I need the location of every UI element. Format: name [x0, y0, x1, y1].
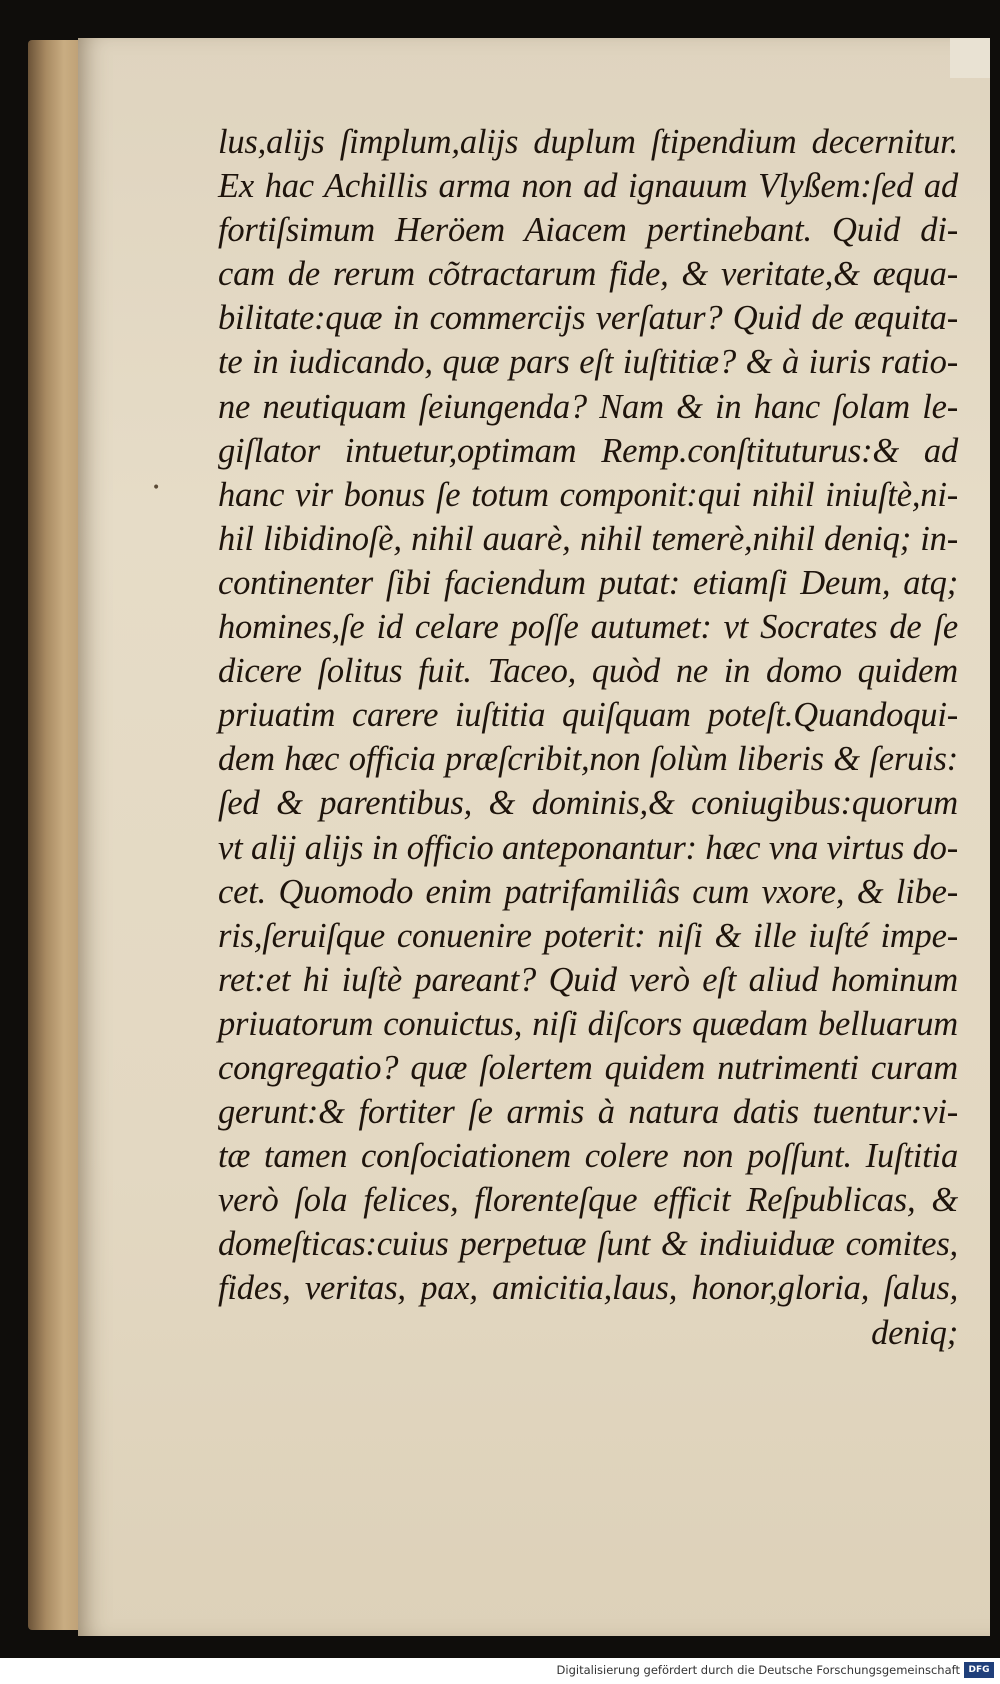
- text-line: bilitate:quæ in commercijs verſatur? Quid de æquita-: [218, 299, 958, 338]
- text-line: priuatorum conuictus, niſi diſcors quædam belluarum: [218, 1004, 958, 1043]
- text-line: cam de rerum cõtractarum fide, & veritate,& æqua-: [218, 255, 958, 294]
- text-line: congregatio? quæ ſolertem quidem nutrimenti curam: [218, 1048, 958, 1087]
- text-line: giſlator intuetur,optimam Remp.conſtituturus:& ad: [218, 431, 958, 470]
- text-line: priuatim carere iuſtitia quiſquam poteſt.Quandoqui-: [218, 696, 958, 735]
- text-line: dem hæc officia præſcribit,non ſolùm liberis & ſeruis:: [218, 740, 958, 779]
- text-line: vt alij alijs in officio anteponantur: hæc vna virtus do-: [218, 828, 958, 867]
- page-text: [218, 120, 958, 1355]
- text-line: tæ tamen conſociationem colere non poſſunt. Iuſtitia: [218, 1137, 958, 1176]
- page-corner: [950, 38, 990, 78]
- text-line: lus,alijs ſimplum,alijs duplum ſtipendium decernitur.: [218, 123, 958, 161]
- text-line: ſed & parentibus, & dominis,& coniugibus:quorum: [218, 784, 958, 823]
- footer-bar: [0, 1658, 1000, 1684]
- text-line: homines,ſe id celare poſſe autumet: vt Socrates de ſe: [218, 608, 958, 647]
- text-line: fortiſsimum Heröem Aiacem pertinebant. Quid di-: [218, 211, 958, 250]
- text-line: ne neutiquam ſeiungenda? Nam & in hanc ſolam le-: [218, 387, 958, 426]
- catchword: deniq;: [871, 1313, 958, 1352]
- text-line: hil libidinoſè, nihil auarè, nihil temerè,nihil deniq; in-: [218, 519, 958, 558]
- text-line: ret:et hi iuſtè pareant? Quid verò eſt aliud hominum: [218, 960, 958, 999]
- footer-credit: Digitalisierung gefördert durch die Deutsche Forschungsgemeinschaft: [556, 1663, 960, 1677]
- text-line: gerunt:& fortiter ſe armis à natura datis tuentur:vi-: [218, 1093, 958, 1132]
- text-line: ris,ſeruiſque conuenire poterit: niſi & ille iuſté impe-: [218, 916, 958, 955]
- text-line: continenter ſibi faciendum putat: etiamſi Deum, atq;: [218, 563, 958, 602]
- dfg-logo: DFG: [964, 1662, 994, 1678]
- text-line: hanc vir bonus ſe totum componit:qui nihil iniuſtè,ni-: [218, 475, 958, 514]
- text-line: dicere ſolitus fuit. Taceo, quòd ne in domo quidem: [218, 652, 958, 691]
- text-line: Ex hac Achillis arma non ad ignauum Vlyßem:ſed ad: [218, 167, 958, 206]
- text-line: domeſticas:cuius perpetuæ ſunt & indiuiduæ comites,: [218, 1225, 958, 1264]
- ink-speck: •: [152, 480, 161, 496]
- text-line: cet. Quomodo enim patrifamiliâs cum vxore, & libe-: [218, 872, 958, 911]
- text-line: verò ſola felices, florenteſque efficit Reſpublicas, &: [218, 1181, 958, 1220]
- text-line: fides, veritas, pax, amicitia,laus, honor,gloria, ſalus,: [218, 1269, 958, 1308]
- text-line: te in iudicando, quæ pars eſt iuſtitiæ? & à iuris ratio-: [218, 343, 958, 382]
